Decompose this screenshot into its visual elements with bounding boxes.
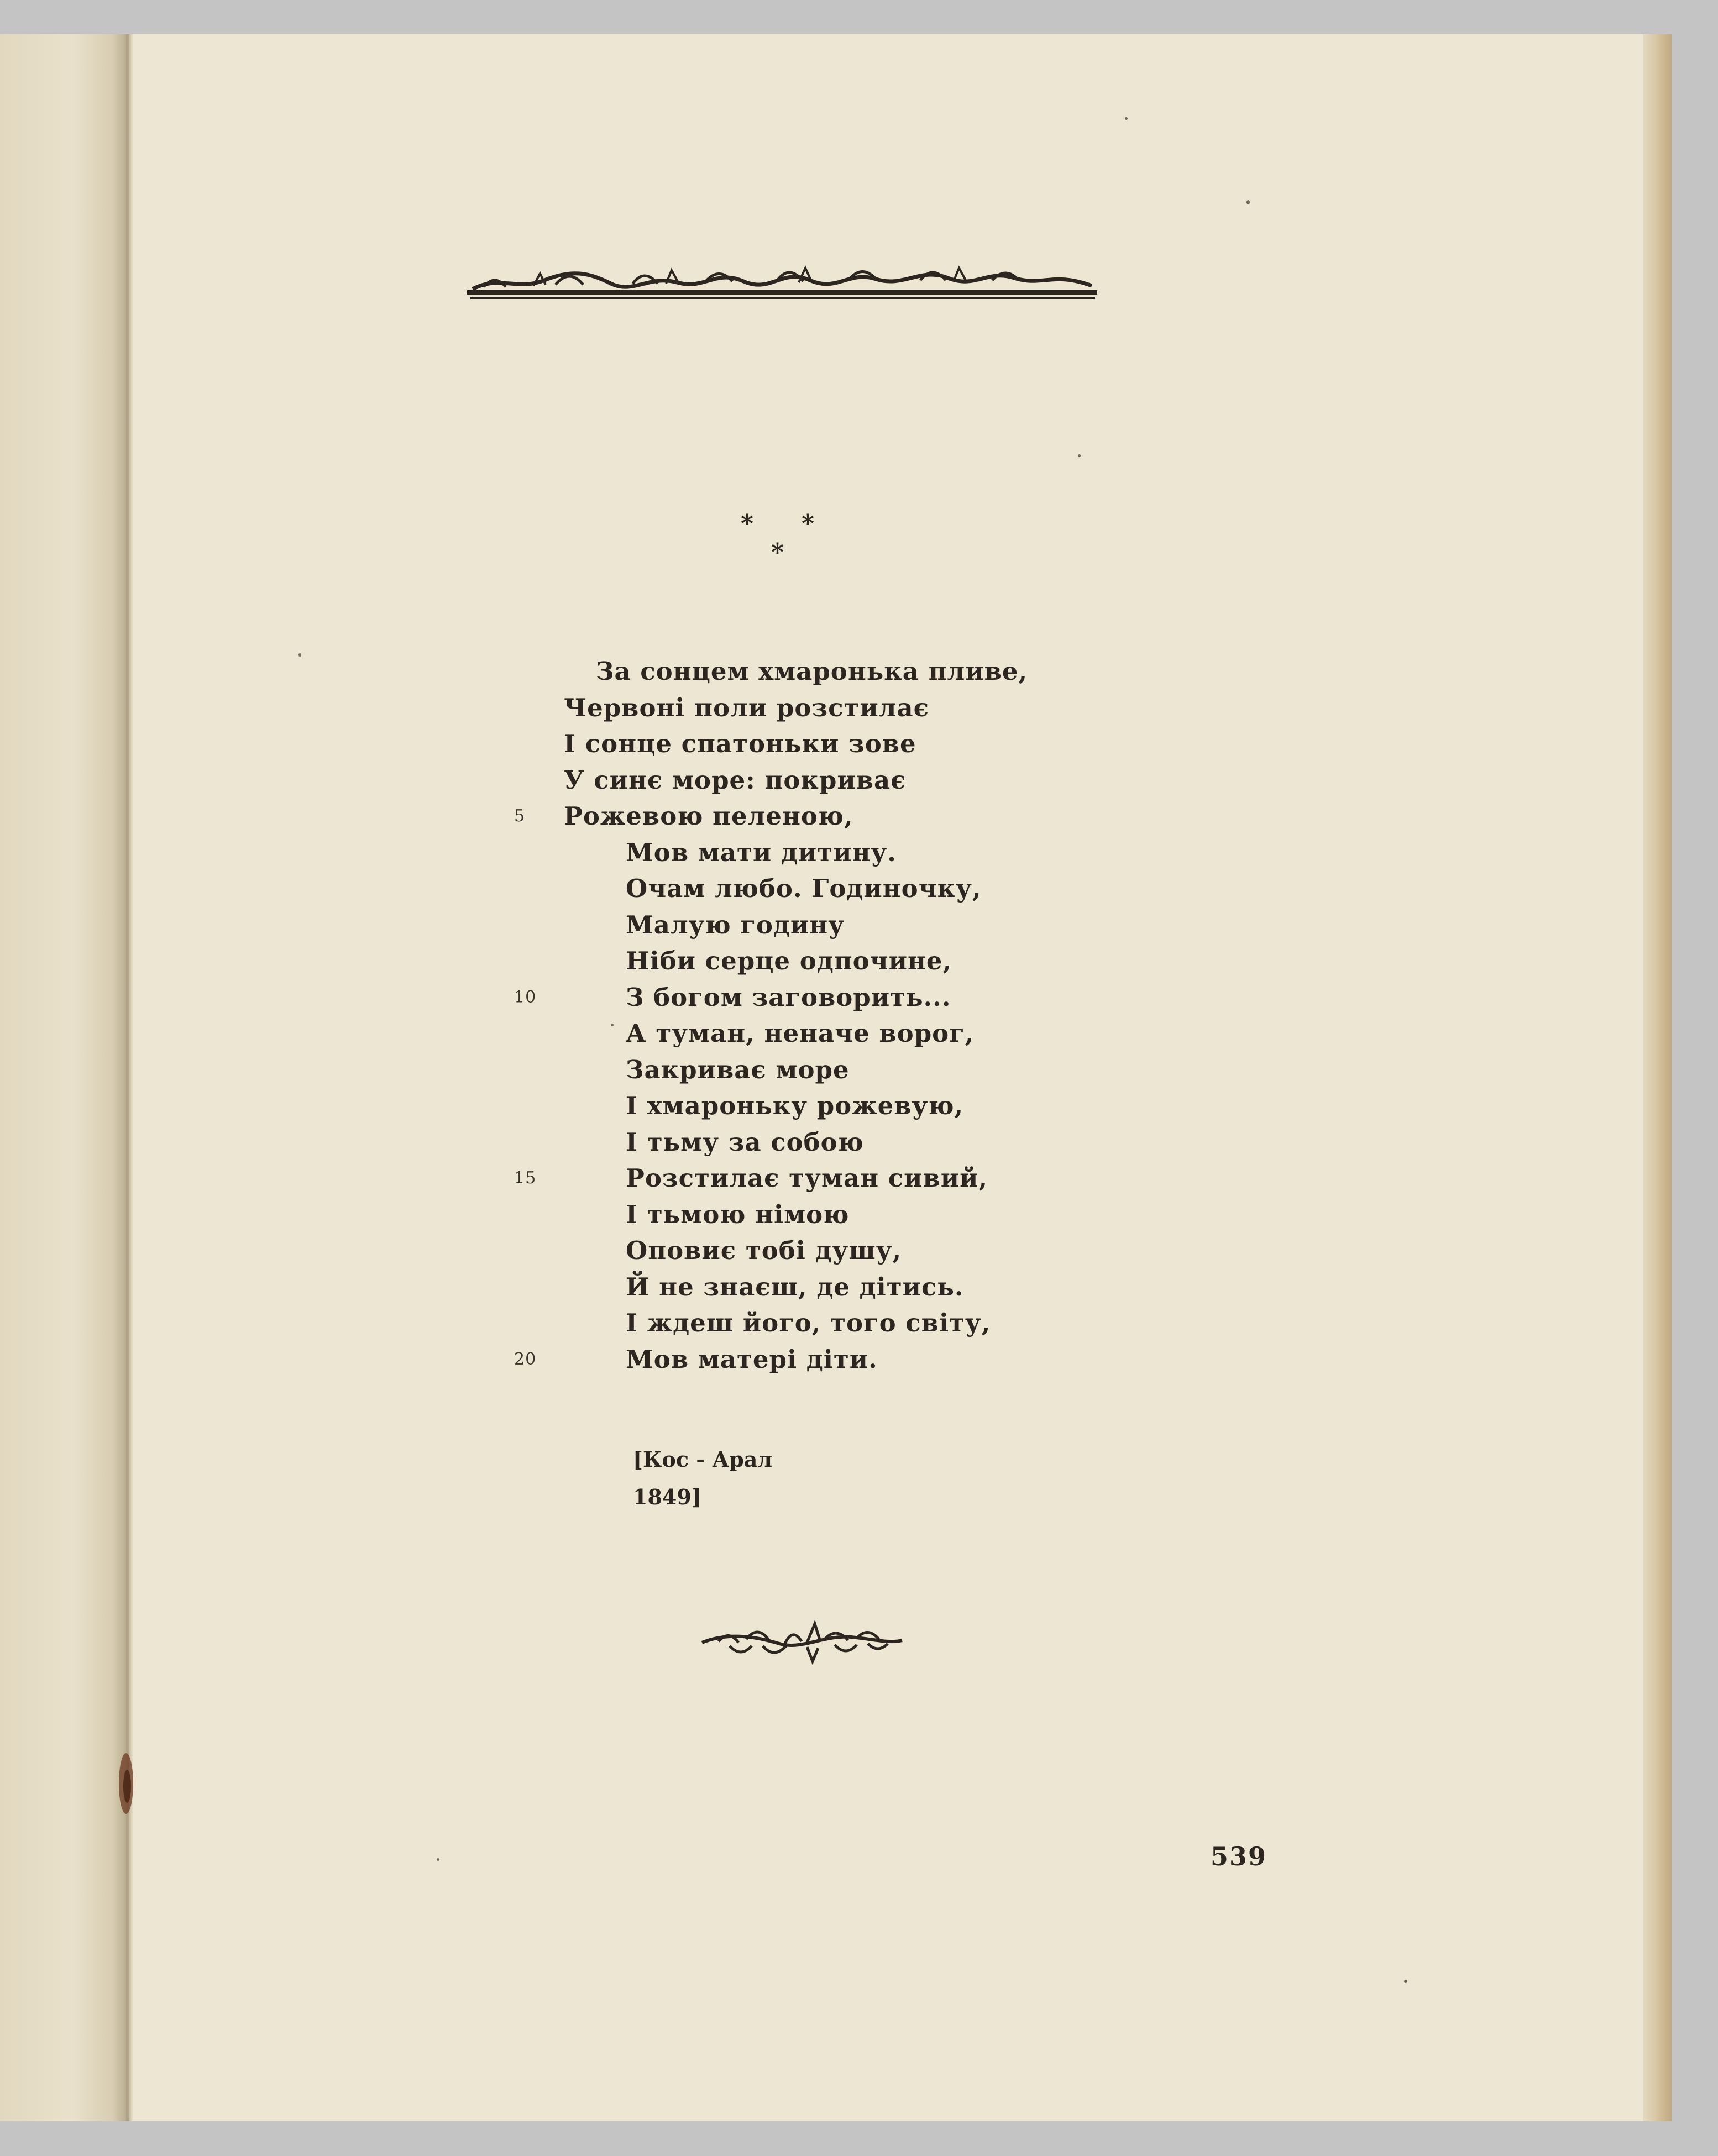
- poem-line-text: Червоні поли розстилає: [564, 693, 930, 722]
- poem-line: [497, 1232, 1327, 1269]
- page-number: 539: [1211, 1842, 1267, 1871]
- poem-line: [497, 653, 1327, 690]
- poem-line-text: Закриває море: [626, 1055, 850, 1084]
- poem-line: [497, 1305, 1327, 1341]
- right-page-edge: [1643, 34, 1672, 2121]
- poem-line-text: Розстилає туман сивий,: [626, 1163, 988, 1193]
- poem-text: [497, 653, 1327, 1377]
- poem-line: [497, 907, 1327, 943]
- poem-line: [497, 1160, 1327, 1197]
- poem-line: [497, 979, 1327, 1016]
- poem-line-text: І ждеш його, того світу,: [626, 1308, 991, 1337]
- line-number: 10: [514, 987, 537, 1007]
- line-number: 20: [514, 1349, 537, 1369]
- poem-line-text: Й не знаєш, де дітись.: [626, 1272, 964, 1302]
- paper-speck: [611, 1024, 614, 1026]
- poem-line-text: Очам любо. Годиночку,: [626, 874, 982, 903]
- asterism-icon: [735, 510, 829, 570]
- ink-stain-decoration: [114, 1731, 136, 1830]
- bottom-ornament-icon: [696, 1615, 907, 1665]
- paper-speck: [1078, 454, 1081, 457]
- poem-line: [497, 1052, 1327, 1088]
- poem-line-text: За сонцем хмаронька пливе,: [596, 657, 1028, 686]
- poem-line: [497, 1197, 1327, 1233]
- book-page: [0, 34, 1672, 2121]
- poem-line-text: Оповиє тобі душу,: [626, 1236, 902, 1265]
- attribution: [633, 1441, 772, 1516]
- left-page-edge: [0, 34, 133, 2121]
- paper-speck: [1404, 1980, 1407, 1983]
- poem-line: [497, 762, 1327, 799]
- poem-line-text: І сонце спатоньки зове: [564, 729, 916, 758]
- poem-line-text: Ніби серце одпочине,: [626, 946, 952, 975]
- poem-line-text: Малую годину: [626, 910, 845, 940]
- poem-line: [497, 870, 1327, 907]
- paper-speck: [1246, 200, 1250, 204]
- poem-line-text: Мов мати дитину.: [626, 837, 897, 867]
- poem-line: [497, 835, 1327, 871]
- poem-line: [497, 798, 1327, 835]
- attribution-year: 1849]: [633, 1484, 701, 1509]
- paper-speck: [437, 1858, 439, 1861]
- poem-line: [497, 1341, 1327, 1378]
- poem-line-text: Мов матері діти.: [626, 1344, 878, 1374]
- paper-speck: [298, 653, 301, 657]
- svg-text:*: *: [771, 538, 784, 566]
- poem-line-text: У синє море: покриває: [564, 765, 907, 795]
- poem-line: [497, 1088, 1327, 1124]
- svg-text:*: *: [741, 510, 754, 538]
- poem-line: [497, 1124, 1327, 1161]
- svg-text:*: *: [802, 510, 815, 538]
- poem-line: [497, 1015, 1327, 1052]
- line-number: 15: [514, 1168, 537, 1188]
- paper-speck: [1125, 117, 1128, 120]
- poem-line-text: І тьму за собою: [626, 1127, 864, 1157]
- poem-line-text: І хмароньку рожевую,: [626, 1091, 964, 1120]
- poem-line-text: А туман, неначе ворог,: [626, 1019, 975, 1048]
- poem-line-text: З богом заговорить...: [626, 982, 951, 1012]
- poem-line: [497, 1269, 1327, 1305]
- poem-line: [497, 690, 1327, 726]
- poem-line-text: Рожевою пеленою,: [564, 801, 853, 831]
- attribution-place: [Кос - Арал: [633, 1447, 773, 1472]
- line-number: 5: [514, 806, 526, 826]
- poem-line: [497, 943, 1327, 979]
- poem-line: [497, 726, 1327, 762]
- top-ornament-divider: [467, 258, 1097, 308]
- poem-line-text: І тьмою німою: [626, 1199, 850, 1229]
